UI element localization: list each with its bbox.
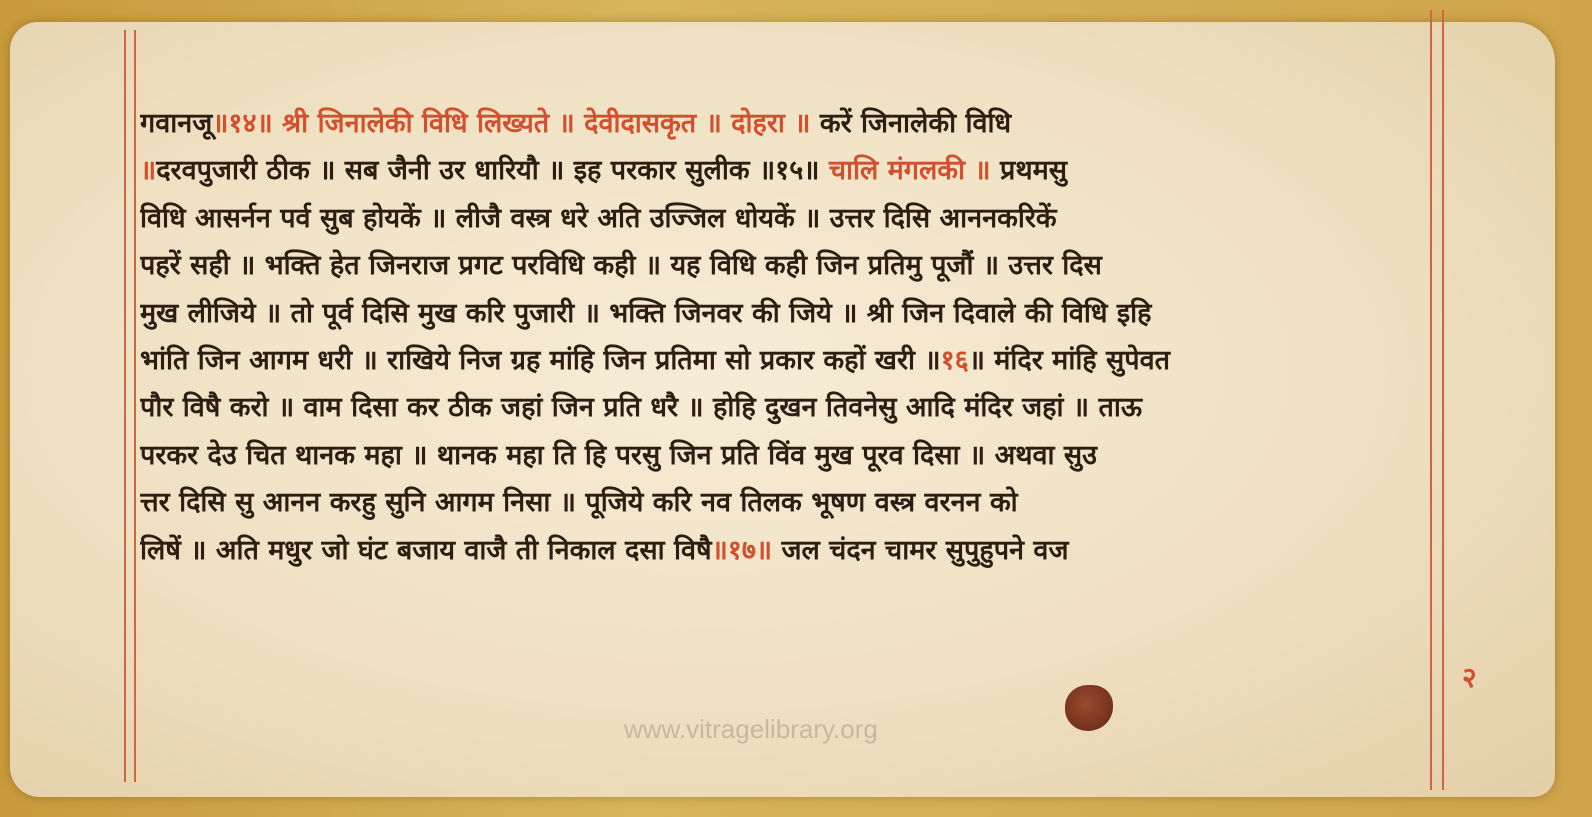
line-text-tail: करें जिनालेकी विधि [810,108,1012,139]
folio-number: २ [1462,661,1477,694]
manuscript-line [140,147,1420,194]
manuscript-line [140,195,1420,242]
line-text-red: १६ [940,344,969,376]
manuscript-line [140,384,1420,431]
line-text-black: लिषें ॥ अति मधुर जो घंट बजाय वाजै ती निकाल दसा विषै [140,534,712,566]
right-margin-rule-outer [1442,10,1444,790]
right-margin-rule-inner [1430,10,1432,790]
line-text-black: मुख लीजिये ॥ तो पूर्व दिसि मुख करि पुजारी ॥ भक्ति जिनवर की जिये ॥ श्री जिन दिवाले की विधि इहि [140,297,1152,329]
line-text-red: ॥१७॥ [711,534,773,566]
manuscript-line [140,527,1420,574]
line-text-black: गवानजू [140,108,213,139]
line-text-black: विधि आसर्नन पर्व सुब होयकें ॥ लीजै वस्त्र धरे अति उज्जिल धोयकें ॥ उत्तर दिसि आननकरिकें [140,202,1057,234]
manuscript-line [140,432,1420,479]
line-text-black: भांति जिन आगम धरी ॥ राखिये निज ग्रह मांहि जिन प्रतिमा सो प्रकार कहों खरी ॥ [140,344,941,376]
line-text-tail: ॥ मंदिर मांहि सुपेवत [968,344,1171,376]
line-text-red: ॥ [140,155,157,187]
manuscript-line [140,479,1420,526]
line-text-black: त्तर दिसि सु आनन करहु सुनि आगम निसा ॥ पूजिये करि नव तिलक भूषण वस्त्र वरनन को [140,487,1018,519]
left-margin-rule-inner [134,30,136,782]
line-text-red: ॥१४॥ श्री जिनालेकी विधि लिख्यते ॥ देवीदासकृत ॥ दोहरा ॥ [212,108,811,139]
line-text-black: परकर देउ चित थानक महा ॥ थानक महा ति हि परसु जिन प्रति विंव मुख पूरव दिसा ॥ अथवा सुउ [140,439,1097,471]
left-margin-rule-outer [124,30,126,782]
watermark-text: www.vitragelibrary.org [624,714,878,744]
manuscript-line [140,290,1420,337]
line-text-red-2: चालि मंगलकी ॥ [828,155,991,187]
line-text-black: पहरें सही ॥ भक्ति हेत जिनराज प्रगट परविधि कही ॥ यह विधि कही जिन प्रतिमु पूजौं ॥ उत्तर दिस [140,250,1102,282]
line-text-tail-2: प्रथमसु [990,155,1068,187]
manuscript-line [140,242,1420,289]
manuscript-line [140,100,1420,147]
manuscript-text [140,100,1420,660]
line-text-tail: जल चंदन चामर सुपुहुपने वज [772,534,1069,566]
manuscript-line [140,337,1420,384]
line-text-black: पौर विषै करो ॥ वाम दिसा कर ठीक जहां जिन प्रति धरै ॥ होहि दुखन तिवनेसु आदि मंदिर जहां ॥ ताऊ [140,392,1143,424]
line-text-tail: दरवपुजारी ठीक ॥ सब जैनी उर धारियौ ॥ इह परकार सुलीक ॥१५॥ [156,155,829,187]
